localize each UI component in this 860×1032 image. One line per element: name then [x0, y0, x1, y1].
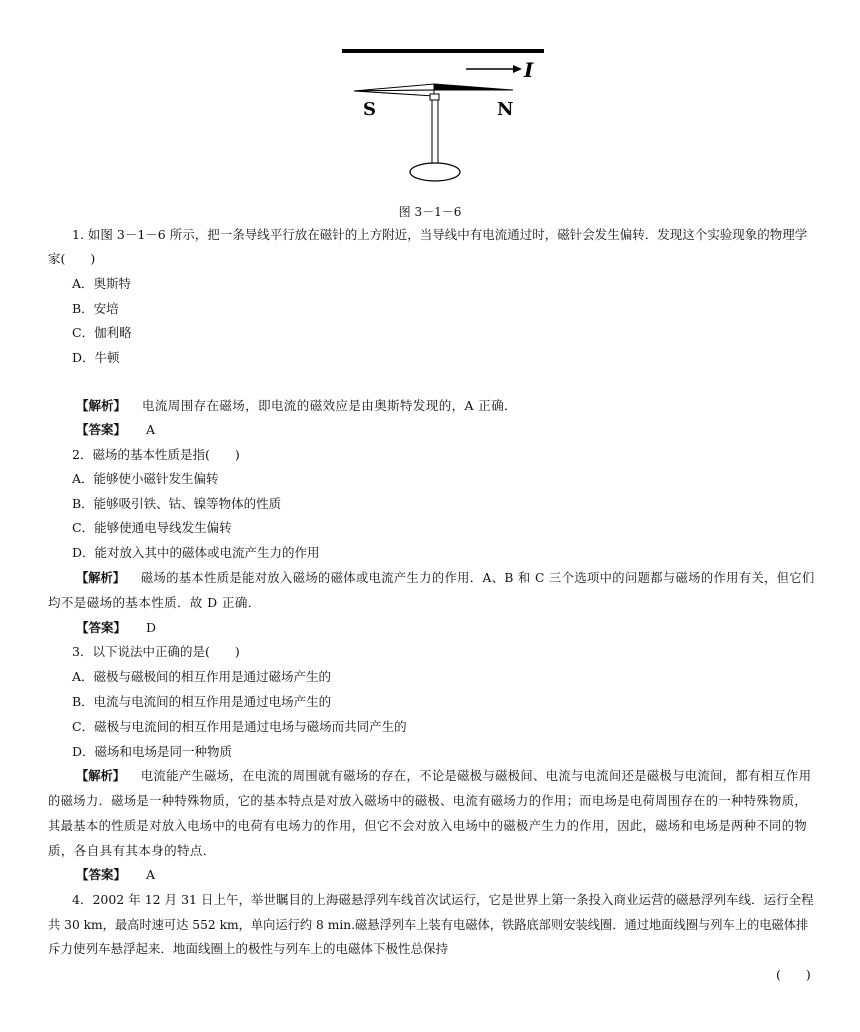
q3-option-c: C．磁极与电流间的相互作用是通过电场与磁场而共同产生的	[72, 719, 407, 734]
q2-option-c: C．能够使通电导线发生偏转	[72, 520, 232, 535]
q1-stem-line2: 家( )	[48, 251, 96, 266]
answer-tag: 【答案】	[76, 422, 127, 437]
q2-analysis-line2: 均不是磁场的基本性质．故 D 正确．	[48, 595, 261, 610]
needle-south-lower	[354, 90, 434, 96]
q4-stem-line2: 共 30 km，最高时速可达 552 km，单向运行约 8 min.磁悬浮列车上装有电磁体，铁路底部则安装线圈．通过地面线圈与列车上的电磁体排	[48, 918, 809, 932]
q1-option-c: C．伽利略	[72, 325, 132, 340]
q1-option-a: A．奥斯特	[72, 276, 132, 291]
q1-answer	[76, 421, 155, 439]
q3-analysis	[76, 767, 811, 785]
analysis-text: 磁场的基本性质是能对放入磁场的磁体或电流产生力的作用．A、B 和 C 三个选项中的问题都与磁场的作用有关，但它们	[140, 571, 815, 585]
q3-option-a: A．磁极与磁极间的相互作用是通过磁场产生的	[72, 669, 332, 684]
needle-post	[432, 100, 438, 170]
answer-tag: 【答案】	[76, 867, 127, 882]
q2-option-b: B．能够吸引铁、钴、镍等物体的性质	[72, 496, 282, 511]
needle-base	[410, 163, 460, 181]
q1-option-b: B．安培	[72, 301, 119, 316]
analysis-tag: 【解析】	[76, 570, 125, 585]
q3-analysis-line3: 其最基本的性质是对放入电场中的电荷有电场力的作用，但它不会对放入电场中的磁极产生力的作用，因此，磁场和电场是两种不同的物	[48, 819, 807, 833]
q4-stem-line3: 斥力使列车悬浮起来．地面线圈上的极性与列车上的电磁体下极性总保持	[48, 941, 449, 956]
current-label: I	[524, 58, 534, 82]
q2-answer	[76, 619, 156, 637]
q2-option-d: D．能对放入其中的磁体或电流产生力的作用	[72, 545, 320, 560]
q3-option-b: B．电流与电流间的相互作用是通过电场产生的	[72, 694, 332, 709]
q2-stem: 2．磁场的基本性质是指( )	[72, 447, 240, 462]
q2-option-a: A．能够使小磁针发生偏转	[72, 471, 219, 486]
q3-option-d: D．磁场和电场是同一种物质	[72, 744, 233, 759]
compass-wire-figure	[330, 40, 560, 190]
q3-stem: 3．以下说法中正确的是( )	[72, 644, 240, 659]
q3-answer	[76, 866, 155, 884]
q4-stem-line1: 4．2002 年 12 月 31 日上午，举世瞩目的上海磁悬浮列车线首次试运行，它是世界上第一条投入商业运营的磁悬浮列车线．运行全程	[72, 892, 814, 907]
analysis-tag: 【解析】	[76, 768, 125, 783]
q4-answer-bracket: ( )	[776, 967, 811, 982]
q1-stem-line1: 1. 如图 3－1－6 所示，把一条导线平行放在磁针的上方附近，当导线中有电流通过时，磁针会发生偏转．发现这个实验现象的物理学	[72, 227, 808, 242]
figure-caption: 图 3－1－6	[398, 205, 462, 219]
q3-analysis-line2: 的磁场力．磁场是一种特殊物质，它的基本特点是对放入磁场中的磁极、电流有磁场力的作用；而电场是电荷周围存在的一种特殊物质，	[48, 794, 807, 808]
q2-analysis	[76, 569, 815, 587]
q1-analysis	[76, 397, 517, 415]
analysis-text: 电流周围存在磁场，即电流的磁效应是由奥斯特发现的，A 正确．	[142, 398, 518, 413]
answer-tag: 【答案】	[76, 620, 127, 635]
answer-text: D	[146, 620, 157, 635]
needle-north-half	[434, 84, 513, 90]
current-arrowhead	[513, 65, 522, 73]
answer-text: A	[146, 422, 156, 437]
q1-option-d: D．牛顿	[72, 350, 120, 365]
answer-text: A	[146, 867, 156, 882]
south-label: S	[363, 99, 376, 120]
analysis-text: 电流能产生磁场，在电流的周围就有磁场的存在，不论是磁极与磁极间、电流与电流间还是磁极与电流间，都有相互作用	[140, 769, 812, 783]
pivot-cap	[430, 94, 439, 100]
north-label: N	[497, 99, 514, 120]
analysis-tag: 【解析】	[76, 398, 127, 413]
q3-analysis-line4: 质，各自具有其本身的特点．	[48, 843, 216, 858]
